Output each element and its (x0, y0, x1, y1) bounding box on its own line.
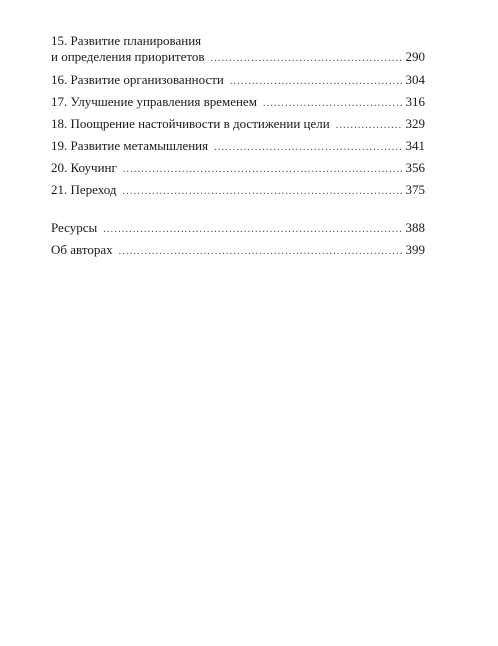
toc-entry-resources (51, 220, 425, 238)
toc-entry-title-line1: 15. Развитие планирования (51, 33, 202, 48)
toc-entry-title: и определения приоритетов (51, 49, 205, 64)
toc-page-number: 316 (405, 94, 425, 109)
toc-entry-row (51, 49, 425, 67)
toc-page-number: 290 (405, 49, 425, 64)
toc-entry-title: 17. Улучшение управления временем (51, 94, 257, 109)
toc-entry-row (51, 72, 425, 90)
toc-entry-row (51, 182, 425, 200)
toc-leader-dots (336, 118, 402, 134)
toc-entry-chapter-16 (51, 72, 425, 90)
toc-entry-row (51, 220, 425, 238)
toc-page-number: 388 (405, 220, 425, 235)
toc-entry-title: 20. Коучинг (51, 160, 117, 175)
toc-entry-chapter-15 (51, 33, 425, 67)
toc-entry-about-authors (51, 242, 425, 260)
toc-page-number: 356 (405, 160, 425, 175)
toc-entry-title: Об авторах (51, 242, 113, 257)
toc-entry-row (51, 116, 425, 134)
toc-leader-dots (119, 244, 402, 260)
toc-entry-title: Ресурсы (51, 220, 98, 235)
toc-entry-row (51, 160, 425, 178)
toc-entry-title: 19. Развитие метамышления (51, 138, 209, 153)
toc-entry-chapter-18 (51, 116, 425, 134)
toc-page-number: 304 (405, 72, 425, 87)
toc-entry-chapter-20 (51, 160, 425, 178)
toc-leader-dots (263, 96, 402, 112)
toc-entry-title: 16. Развитие организованности (51, 72, 224, 87)
toc-entry-row (51, 242, 425, 260)
toc-entry-title: 21. Переход (51, 182, 117, 197)
toc-leader-dots (230, 74, 402, 90)
toc-page-number: 341 (405, 138, 425, 153)
toc-page-number: 329 (405, 116, 425, 131)
toc-entry-chapter-17 (51, 94, 425, 112)
toc-leader-dots (214, 140, 401, 156)
toc-entry-title: 18. Поощрение настойчивости в достижении цели (51, 116, 330, 131)
toc-leader-dots (103, 222, 401, 238)
toc-leader-dots (123, 162, 402, 178)
toc-page-number: 375 (405, 182, 425, 197)
toc-entry-row (51, 94, 425, 112)
toc-entry-chapter-19 (51, 138, 425, 156)
toc-leader-dots (123, 184, 402, 200)
toc-entry-row (51, 138, 425, 156)
toc-page-number: 399 (405, 242, 425, 257)
toc-leader-dots (211, 51, 402, 67)
toc-entry-chapter-21 (51, 182, 425, 200)
